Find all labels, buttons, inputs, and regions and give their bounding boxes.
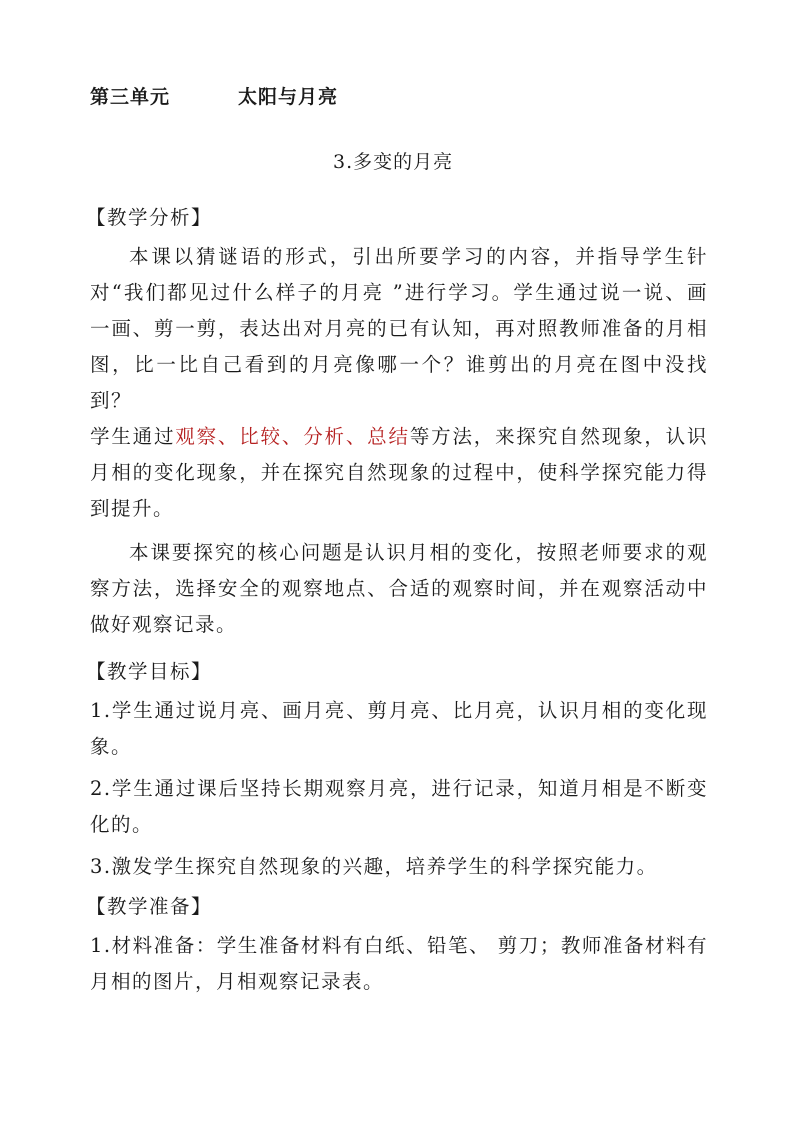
objective-item-1: 1.学生通过说月亮、画月亮、剪月亮、比月亮，认识月相的变化现象。 <box>90 699 708 758</box>
document-body <box>86 196 708 1000</box>
preparation-heading: 【教学准备】 <box>86 895 213 918</box>
objective-item-2: 2.学生通过课后坚持长期观察月亮，进行记录，知道月相是不断变化的。 <box>90 777 708 836</box>
unit-name: 太阳与月亮 <box>238 86 339 108</box>
analysis-paragraph-2 <box>90 419 708 527</box>
unit-number: 第三单元 <box>90 86 171 108</box>
analysis-heading: 【教学分析】 <box>86 206 213 229</box>
analysis-paragraph-1: 本课以猜谜语的形式，引出所要学习的内容，并指导学生针对“我们都见过什么样子的月亮 ”进行学习。学生通过说一说、画一画、剪一剪，表达出对月亮的已有认知，再对照教师准备的月相图，比一比自己看到的月亮像哪一个？谁剪出的月亮在图中没找到？ <box>90 245 708 412</box>
unit-header <box>90 82 338 109</box>
analysis-p2-tail: 等方法，来探究自然现象，认识月相的变化现象，并在探究自然现象的过程中，使科学探究能力得到提升。 <box>90 425 708 520</box>
lesson-title: 3.多变的月亮 <box>333 151 454 173</box>
analysis-paragraph-3: 本课要探究的核心问题是认识月相的变化，按照老师要求的观察方法，选择安全的观察地点、合适的观察时间，并在观察活动中做好观察记录。 <box>90 541 708 636</box>
analysis-p2-emphasis: 观察、比较、分析、总结 <box>175 425 410 448</box>
analysis-p2-lead: 学生通过 <box>90 425 176 448</box>
objectives-heading: 【教学目标】 <box>86 660 213 683</box>
objective-item-3: 3.激发学生探究自然现象的兴趣，培养学生的科学探究能力。 <box>90 855 658 878</box>
preparation-item-1: 1.材料准备：学生准备材料有白纸、铅笔、 剪刀；教师准备材料有月相的图片，月相观察记录表。 <box>90 934 708 993</box>
